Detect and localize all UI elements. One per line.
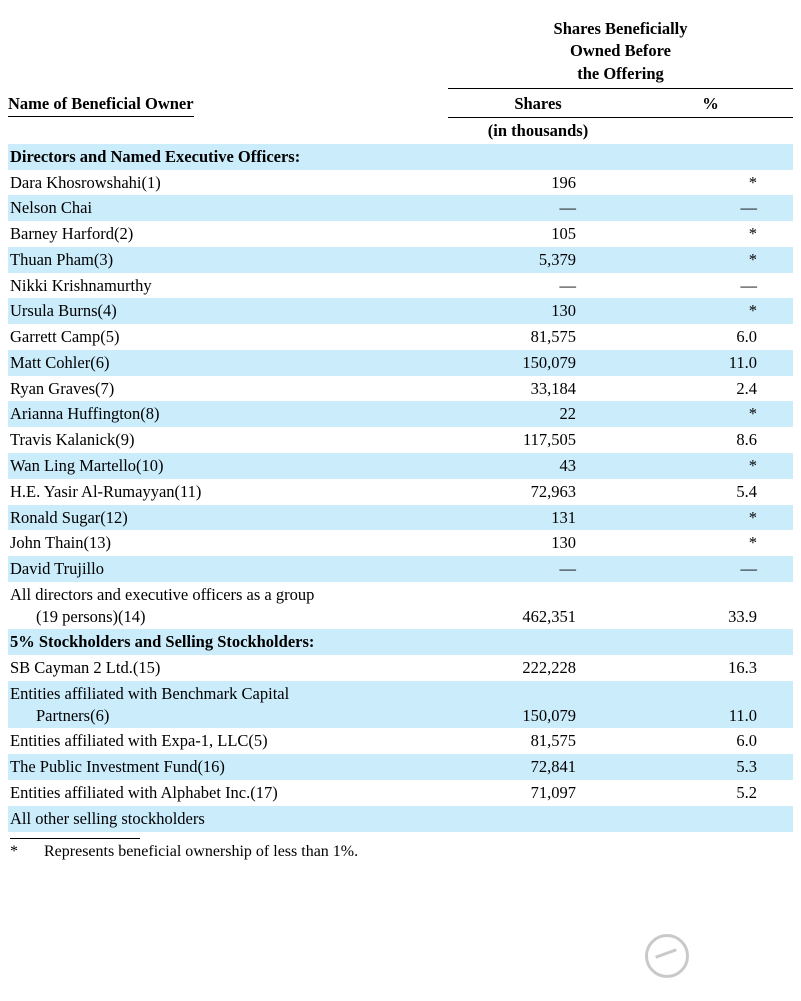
owner-name-line2: Partners(6) [36,705,110,725]
header-group-shares-beneficially-owned [448,16,793,91]
header-group-line3: the Offering [577,63,664,83]
owner-name: Nelson Chai [8,195,448,221]
owner-shares: — [448,273,628,299]
owner-name: Ursula Burns(4) [8,298,448,324]
table-row [8,655,793,681]
table-row [8,247,793,273]
owner-name: Entities affiliated with Alphabet Inc.(17) [8,780,448,806]
table-row [8,376,793,402]
owner-name: Ronald Sugar(12) [8,505,448,531]
owner-pct: 11.0 [628,681,793,729]
owner-name: Dara Khosrowshahi(1) [8,170,448,196]
owner-pct: 6.0 [628,728,793,754]
table-row [8,530,793,556]
owner-name: SB Cayman 2 Ltd.(15) [8,655,448,681]
owner-name: John Thain(13) [8,530,448,556]
owner-shares: 462,351 [448,582,628,630]
owner-pct: 5.4 [628,479,793,505]
section-title-stockholders: 5% Stockholders and Selling Stockholders: [8,629,793,655]
table-row [8,298,793,324]
header-name-col-label: Name of Beneficial Owner [8,93,194,117]
owner-pct: * [628,453,793,479]
header-group-row [8,16,793,91]
owner-pct: 5.2 [628,780,793,806]
owner-name: Barney Harford(2) [8,221,448,247]
header-group-rule [448,88,793,89]
owner-shares: 105 [448,221,628,247]
owner-shares: 72,963 [448,479,628,505]
table-row [8,505,793,531]
header-shares-units: (in thousands) [487,121,589,141]
watermark [645,933,795,979]
owner-name: Matt Cohler(6) [8,350,448,376]
owner-name-group [8,681,448,729]
owner-pct: 11.0 [628,350,793,376]
owner-shares: 131 [448,505,628,531]
table-row [8,780,793,806]
owner-pct: 16.3 [628,655,793,681]
table-row [8,324,793,350]
owner-pct: 5.3 [628,754,793,780]
table-row [8,273,793,299]
owner-shares: 71,097 [448,780,628,806]
table-row [8,427,793,453]
owner-shares [448,806,628,832]
owner-shares: 22 [448,401,628,427]
table-row [8,170,793,196]
footnote-marker: * [10,842,18,860]
table-header [8,16,793,144]
owner-name: The Public Investment Fund(16) [8,754,448,780]
table-row [8,453,793,479]
owner-shares: 130 [448,530,628,556]
header-units-spacer [8,118,448,144]
owner-name: Thuan Pham(3) [8,247,448,273]
page-top-fragment [8,0,793,16]
owner-pct [628,806,793,832]
owner-pct: * [628,530,793,556]
header-spacer [8,16,448,91]
header-columns-row [8,91,793,118]
footnote-divider [10,838,140,839]
owner-pct: 6.0 [628,324,793,350]
owner-name: Wan Ling Martello(10) [8,453,448,479]
owner-pct: * [628,401,793,427]
owner-pct: — [628,556,793,582]
owner-name: Nikki Krishnamurthy [8,273,448,299]
owner-pct: — [628,273,793,299]
owner-pct: 8.6 [628,427,793,453]
owner-shares: 81,575 [448,324,628,350]
owner-shares: 196 [448,170,628,196]
owner-name: All other selling stockholders [8,806,448,832]
owner-shares: 5,379 [448,247,628,273]
table-row [8,556,793,582]
owner-pct: 2.4 [628,376,793,402]
owner-name: Arianna Huffington(8) [8,401,448,427]
table-body [8,144,793,832]
header-group-line1: Shares Beneficially [553,19,688,38]
owner-shares: 222,228 [448,655,628,681]
table-row [8,728,793,754]
header-group-line2: Owned Before [570,41,671,61]
table-row [8,195,793,221]
section-title-directors: Directors and Named Executive Officers: [8,144,793,170]
owner-shares: 33,184 [448,376,628,402]
table-row [8,401,793,427]
owner-shares: 117,505 [448,427,628,453]
owner-name: H.E. Yasir Al-Rumayyan(11) [8,479,448,505]
owner-shares: 130 [448,298,628,324]
owner-pct: * [628,170,793,196]
header-units-row [8,118,793,144]
table-row [8,681,793,729]
owner-shares: — [448,556,628,582]
owner-pct: * [628,247,793,273]
header-pct-col: % [628,91,793,118]
owner-name-group [8,582,448,630]
footnote-text: Represents beneficial ownership of less than 1%. [44,842,359,860]
table-row [8,806,793,832]
table-row [8,479,793,505]
table-row [8,350,793,376]
section-title-row [8,144,793,170]
owner-name: David Trujillo [8,556,448,582]
footnote [8,843,793,861]
owner-name: Travis Kalanick(9) [8,427,448,453]
header-units-spacer-2 [628,118,793,144]
header-name-col [8,91,448,118]
table-row [8,754,793,780]
owner-pct: * [628,298,793,324]
owner-name: Ryan Graves(7) [8,376,448,402]
owner-pct: — [628,195,793,221]
section-title-row [8,629,793,655]
beneficial-ownership-table [8,16,793,832]
owner-shares: 72,841 [448,754,628,780]
owner-name: Garrett Camp(5) [8,324,448,350]
owner-name-line2: (19 persons)(14) [36,606,146,626]
owner-pct: * [628,505,793,531]
table-row-group-total [8,582,793,630]
owner-shares: 81,575 [448,728,628,754]
owner-shares: — [448,195,628,221]
owner-name-line1: All directors and executive officers as a group [10,584,315,604]
watermark-logo-icon [645,934,689,978]
owner-shares: 43 [448,453,628,479]
header-shares-col: Shares [448,91,628,118]
owner-shares: 150,079 [448,681,628,729]
owner-pct: 33.9 [628,582,793,630]
owner-pct: * [628,221,793,247]
owner-name: Entities affiliated with Expa-1, LLC(5) [8,728,448,754]
owner-name-line1: Entities affiliated with Benchmark Capital [10,683,290,703]
owner-shares: 150,079 [448,350,628,376]
table-row [8,221,793,247]
